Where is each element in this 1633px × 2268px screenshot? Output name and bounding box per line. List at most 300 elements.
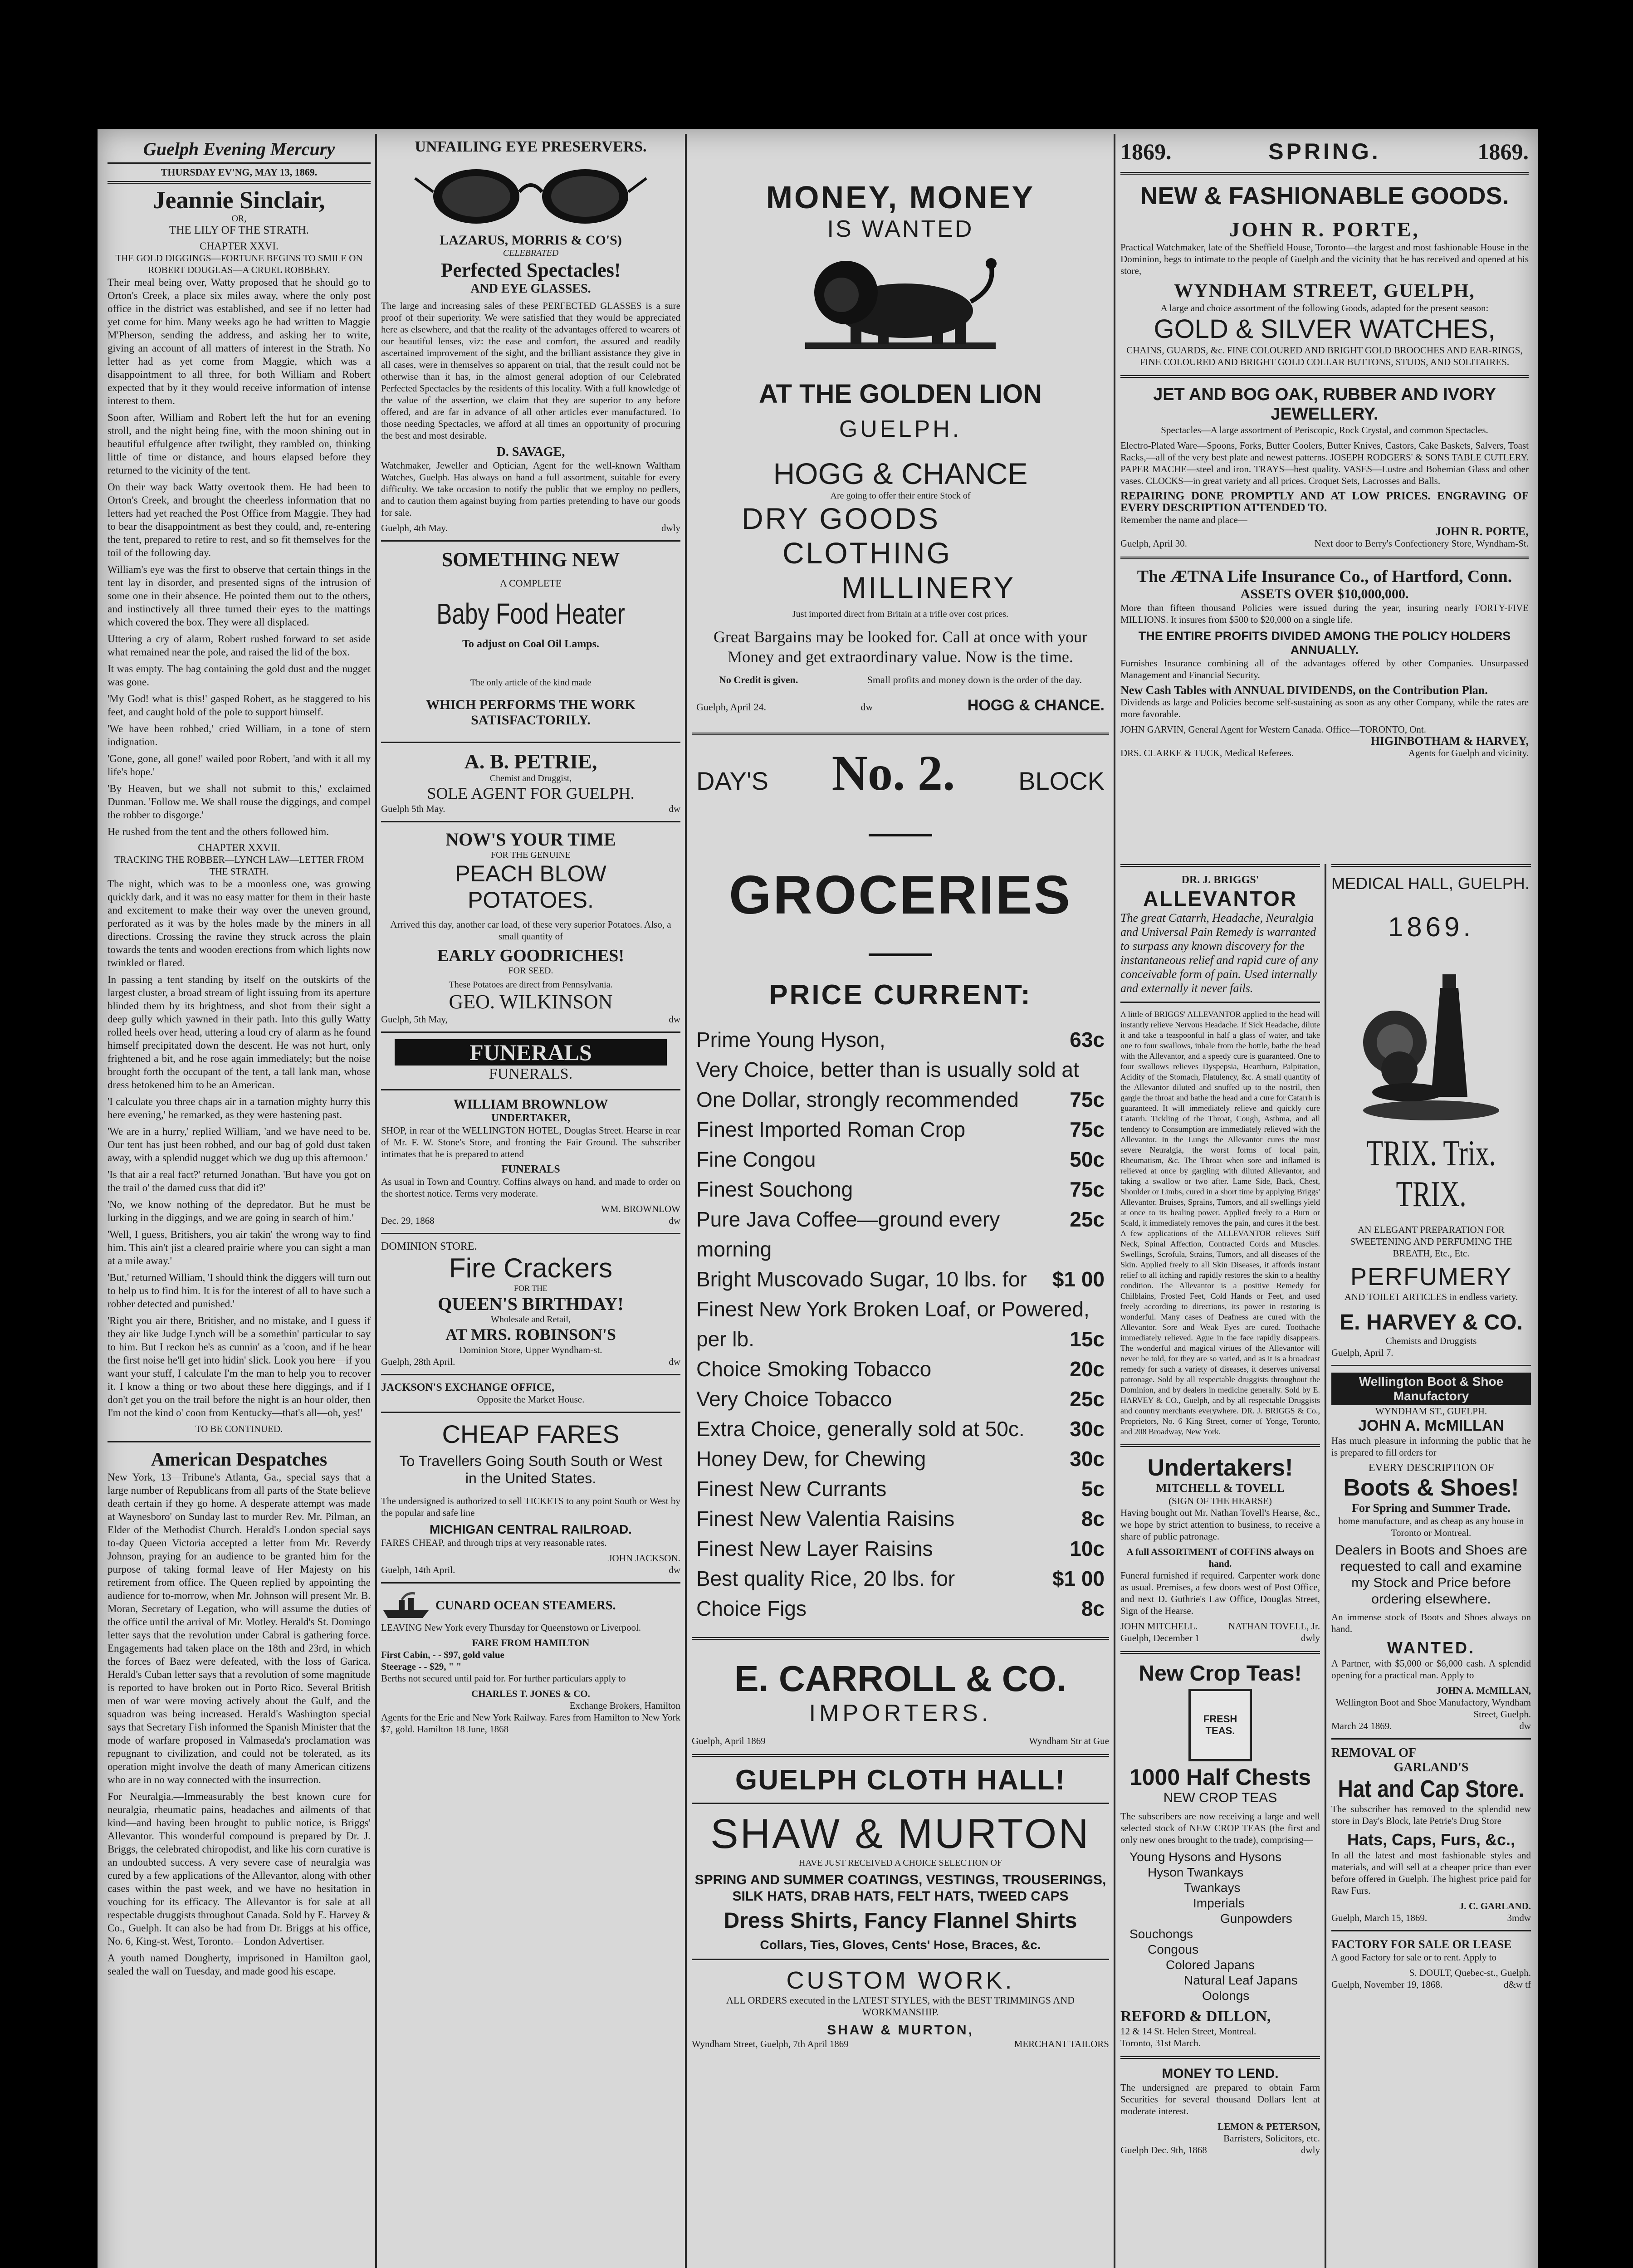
price-row: [696, 1474, 1105, 1504]
price-item: Best quality Rice, 20 lbs. for: [696, 1567, 955, 1590]
eye-ad-firm: LAZARUS, MORRIS & CO'S): [440, 233, 622, 248]
funeral-body: Funeral furnished if required. Carpenter work done as usual. Premises, a few doors west of Post Office, and next D. Guthrie's Law Office, Douglas Street, Sign of the Hearse.: [1120, 1570, 1320, 1616]
price-item: Finest New York Broken Loaf, or Powered,: [696, 1297, 1090, 1321]
ad-code: dw: [669, 1564, 680, 1575]
ad-code: dw: [669, 1215, 680, 1226]
price-item: per lb.: [696, 1327, 754, 1351]
nows-your-time: NOW'S YOUR TIME: [445, 829, 616, 850]
new-crop-teas-heading: New Crop Teas!: [1139, 1662, 1302, 1686]
hat-cap-store: Hat and Cap Store.: [1338, 1775, 1525, 1803]
story-paragraph: 'Well, I guess, Britishers, you air takin' the wrong way to find him. This ain't jist a cleared prairie where you can sight a man at a mile away.': [108, 1229, 371, 1266]
chapter-heading: CHAPTER XXVII.: [198, 842, 280, 853]
from-pennsylvania: These Potatoes are direct from Pennsylvania.: [449, 980, 613, 990]
price-row: [696, 1504, 1105, 1534]
days-label: DAY'S: [696, 767, 769, 795]
petrie-name: A. B. PETRIE,: [464, 750, 597, 773]
price-row: [696, 1564, 1105, 1593]
hats-caps-furs: Hats, Caps, Furs, &c.,: [1347, 1830, 1516, 1849]
funerals-sub: FUNERALS.: [489, 1066, 573, 1082]
price-item: Finest New Currants: [696, 1477, 887, 1501]
bargains-text: Great Bargains may be looked for. Call at once with your Money and get extraordinary value. Now is the time.: [713, 628, 1088, 666]
mitchell-tovell: MITCHELL & TOVELL: [1156, 1481, 1285, 1495]
allevantor-heading: ALLEVANTOR: [1143, 887, 1298, 910]
story-paragraph: Their meal being over, Watty proposed that he should go to Orton's Creek, a place six miles away, where the only post office in the district was established, and see if no letter had yet come for him. Many weeks ago he had written to Maggie M'Pherson, sending the address, and asking her to write, giving an account of all matters of interest in the Strath. No letter had as yet come from Maggie, which was a disappointment to all three, for both William and Robert expected that by it they would receive information of intense interest to them.: [108, 277, 371, 406]
trix-body: AN ELEGANT PREPARATION FOR SWEETENING AND PERFUMING THE BREATH, Etc., Etc.: [1350, 1224, 1512, 1259]
story-paragraph: 'We have been robbed,' cried William, in a tone of stern indignation.: [108, 723, 371, 748]
aetna-dividends: Dividends as large and Policies become self-sustaining as soon as any other Company, while the rates are more favorable.: [1120, 697, 1529, 719]
savage-name: D. SAVAGE,: [496, 445, 565, 459]
ad-date: Guelph, 14th April.: [381, 1564, 455, 1575]
at-robinson: AT MRS. ROBINSON'S: [445, 1325, 616, 1344]
jackson-opposite: Opposite the Market House.: [477, 1394, 585, 1405]
partner-text: A Partner, with $5,000 or $6,000 cash. A splendid opening for a practical man. Apply to: [1331, 1658, 1531, 1681]
early-goodriches: EARLY GOODRICHES!: [437, 946, 625, 965]
ad-code: dw: [861, 701, 873, 713]
column-ads-left: [381, 138, 680, 2268]
robinson-address: Dominion Store, Upper Wyndham-st.: [459, 1344, 602, 1355]
story-paragraph: 'Gone, gone, all gone!' wailed poor Robert, 'and with it all my life's hope.': [108, 753, 371, 777]
first-cabin: First Cabin, - - $97, gold value: [381, 1649, 504, 1660]
ad-code: dwly: [1301, 1633, 1320, 1643]
travellers: To Travellers Going South South or West in the United States.: [399, 1453, 662, 1486]
masthead-name: Guelph Evening Mercury: [143, 139, 335, 159]
cunard-body: Berths not secured until paid for. For further particulars apply to: [381, 1673, 626, 1684]
hogg-chance-sign: HOGG & CHANCE.: [967, 697, 1105, 714]
aetna-furnishes: Furnishes Insurance combining all of the advantages offered by other Companies. Unsurpassed Management and Financial Security.: [1120, 658, 1529, 680]
price-value: 75c: [1070, 1178, 1105, 1201]
price-item: Very Choice Tobacco: [696, 1387, 892, 1411]
ad-date: Guelph, November 19, 1868.: [1331, 1979, 1442, 1990]
year-right: 1869.: [1477, 139, 1529, 164]
price-row: [696, 1294, 1105, 1324]
removal-body: The subscriber has removed to the splendid new store in Day's Block, late Petrie's Drug Store: [1331, 1804, 1531, 1826]
doult-sign: S. DOULT, Quebec-st., Guelph.: [1409, 1967, 1531, 1978]
aetna-heading: The ÆTNA Life Insurance Co., of Hartford, Conn.: [1137, 567, 1512, 586]
large-assortment: A large and choice assortment of the following Goods, adapted for the present season:: [1160, 303, 1489, 313]
tea-chest-icon: [1188, 1689, 1252, 1761]
tea-item: Young Hysons and Hysons: [1129, 1850, 1282, 1864]
ad-date: Guelph Dec. 9th, 1868: [1120, 2145, 1207, 2156]
column-ads-far-right: [1331, 864, 1531, 2268]
ad-date: Guelph, March 15, 1869.: [1331, 1912, 1428, 1923]
tea-item: Imperials: [1193, 1896, 1245, 1910]
ad-code: dwly: [1301, 2145, 1320, 2156]
garland-name: GARLAND'S: [1393, 1760, 1469, 1774]
price-value: $1 00: [1052, 1567, 1105, 1590]
price-value: 8c: [1081, 1597, 1105, 1620]
story-paragraph: 'I calculate you three chaps air in a tarnation mighty hurry this here evening,' he remarked, as they were hastening past.: [108, 1096, 371, 1120]
price-row: [696, 1085, 1105, 1114]
savage-body: Watchmaker, Jeweller and Optician, Agent for the well-known Waltham Watches, Guelph. Has always on hand a full assortment, suitable for every difficulty. We take occasion to notify the public that we employ no pedlers, and to caution them against buying from parties pretending to have our goods for sale.: [381, 460, 680, 518]
price-current-heading: PRICE CURRENT:: [769, 979, 1032, 1011]
tea-item: Colored Japans: [1166, 1958, 1255, 1972]
allevantor-body: A little of BRIGGS' ALLEVANTOR applied to the head will instantly relieve Nervous Headache. If Sick Headache, dilute it and take a teaspoonful in half a glass of water, and take one to four swallows, inhale from the bottle, bathe the head with the Allevantor, and a speedy cure is guaranteed. One to four swallows relieves Dyspepsia, Heartburn, Palpitation, Acidity of the Stomach, Flatulency, &c. A small quantity of the Allevantor diluted and snuffed up to the nostril, then gargle the throat and bathe the head and a cure for Catarrh is guaranteed. It will immediately relieve and quickly cure Catarrh. Tickling of the Throat, Cough, Asthma, and all tendency to Consumption are immediately relieved with the Allevantor. In the Lungs the Allevantor cures the most severe Neuralgia, the worst forms of local pain, Rheumatism, &c. The Throat when sore and inflamed is relieved at once by gargling with diluted Allevantor, and taking a swallow or two after. Lame Side, Back, Chest, Shoulder or Limbs, cured in a short time by applying Briggs' Allevantor. Bruises, Sprains, Tumors, and all swellings yield at once to its healing power. Applied freely to a Burn or Scald, it immediately removes the pain, and cures it the best. A few applications of the ALLEVANTOR relieves Stiff Neck, Spinal Affection, Contracted Cords and Muscles. Swellings, Scrofula, Strains, Tumors, and all diseases of the Skin. Applied freely to all Skin Diseases, it affords instant relief to all itching and rapidly restores the skin to a healthy condition. The Allevantor is a positive Remedy for Chilblains, Frosted Feet, Cold Hands or Feet, and used freely according to directions, its power in restoring is wonderful. Many cases of Deafness are cured with the Allevantor. Sore and Weak Eyes are cured. Toothache immediately relieved. Ague in the face rapidly disappears. The wonderful and magical virtues of the Allevantor will never be told, for they are so varied, and as it is a broadcast remedy for such a variety of diseases, it deserves universal patronage. Sold by all respectable druggists throughout the Dominion, and by dealers in medicine generally. Sold by E. HARVEY & CO., Guelph, and by all respectable Druggists and country merchants everywhere. DR. J. BRIGGS & Co., Proprietors, No. 6 King Street, corner of Yonge, Toronto, and 208 Broadway, New York.: [1120, 1010, 1320, 1436]
aetna-body: More than fifteen thousand Policies were issued during the year, insuring nearly FORTY-FIVE MILLIONS. It insures from $500 to $20,000 on a single life.: [1120, 602, 1529, 625]
price-value: 30c: [1070, 1417, 1105, 1441]
price-value: 25c: [1070, 1207, 1105, 1231]
eye-ad-subheading: AND EYE GLASSES.: [470, 282, 591, 296]
spectacles-text: Spectacles—A large assortment of Periscopic, Rock Crystal, and common Spectacles.: [1161, 425, 1488, 435]
sign-hearse: (SIGN OF THE HEARSE): [1169, 1496, 1272, 1506]
toilet-articles: AND TOILET ARTICLES in endless variety.: [1344, 1291, 1518, 1302]
story-subtitle: THE LILY OF THE STRATH.: [169, 224, 309, 236]
lemon-body: The undersigned are prepared to obtain Farm Securities for several thousand Dollars lent at moderate interest.: [1120, 2082, 1320, 2116]
money-heading: MONEY, MONEY: [766, 180, 1035, 215]
price-list: [696, 1025, 1105, 1623]
news-item: A youth named Dougherty, imprisoned in Hamilton gaol, sealed the wall on Tuesday, and made good his escape.: [108, 1952, 371, 1977]
something-new-heading: SOMETHING NEW: [441, 548, 620, 571]
medical-hall: MEDICAL HALL, GUELPH.: [1331, 874, 1530, 893]
price-row: [696, 1025, 1105, 1055]
price-value: 50c: [1070, 1148, 1105, 1171]
neuralgia-notice: For Neuralgia.—Immeasurably the best known cure for neuralgia, rheumatic pains, headaches and ailments of that kind—and having been brought to public notice, is Briggs' Allevantor. This wonderful compound is prepared by Dr. J. Briggs, the celebrated chiropodist, and like his corn curative is an undoubted success. A very severe case of neuralgia was cured by a few applications of the Allevantor, along with other cases within the past week, and we have no hesitation in vouching for its efficacy. The Allevantor is for sale at all respectable druggists throughout Canada. Sold by E. Harvey & Co., Guelph. It can also be had from Dr. Briggs at his office, No. 6, King-st. West, Toronto.—London Advertiser.: [108, 1791, 371, 1947]
ad-code: dw: [669, 1356, 680, 1367]
price-value: 15c: [1070, 1327, 1105, 1351]
price-item: One Dollar, strongly recommended: [696, 1088, 1019, 1111]
wanted-heading: WANTED.: [1387, 1638, 1475, 1657]
story-paragraph: Soon after, William and Robert left the hut for an evening stroll, and the night being fine, with the moon shining out in beautiful effulgence after twilight, they rambled on, thinking little of time or distance, and hours elapsed before they returned to the vicinity of the tent.: [108, 412, 371, 476]
factory-body: A good Factory for sale or to rent. Apply to: [1331, 1952, 1496, 1963]
price-value: 25c: [1070, 1387, 1105, 1411]
mcmillan-sign: JOHN A. McMILLAN,: [1436, 1685, 1531, 1696]
price-row: [696, 1444, 1105, 1474]
golden-lion-icon: [796, 247, 1005, 365]
clothing: CLOTHING: [782, 536, 952, 570]
lemon-peterson: LEMON & PETERSON,: [1217, 2121, 1320, 2132]
immense-stock: An immense stock of Boots and Shoes always on hand.: [1331, 1612, 1531, 1634]
story-paragraph: He rushed from the tent and the others followed him.: [108, 826, 329, 837]
price-row: [696, 1324, 1105, 1354]
porte-address: Next door to Berry's Confectionery Store, Wyndham-St.: [1314, 538, 1529, 549]
adjust-text: To adjust on Coal Oil Lamps.: [462, 638, 599, 650]
reford-address: 12 & 14 St. Helen Street, Montreal.: [1120, 2026, 1257, 2037]
eye-ad-body: The large and increasing sales of these PERFECTED GLASSES is a sure proof of their superiority. We were satisfied that they would be appreciated here as elsewhere, and that the reality of the advantages offered to wearers of our beautiful lenses, viz: the ease and comfort, the assured and readily ascertained improvement of the sight, and the brilliant assistance they give in all cases, were in themselves so apparent on trial, that the result could not be otherwise than it has, in the almost general adoption of our Celebrated Perfected Spectacles by the residents of this locality. With a full knowledge of the value of the assertion, we claim that they are superior to any before offered, and are far in advance of all other articles ever manufactured. To those needing Spectacles, we afford at all times an opportunity of procuring the best and most desirable.: [381, 300, 680, 441]
price-item: Finest Imported Roman Crop: [696, 1118, 966, 1141]
story-paragraph: 'Right you air there, Britisher, and no mistake, and I guess if they air like Judge Lynch will be a somethin' particular to say to him. But I reckon he's as cunnin' as a 'coon, and if he hear the first noise he'll get into hidin' slick. Look you here—if you want your stuff, I calculate I'm the man to help you to recover it. I know a thing or two about these here diggings, and if I don't get you on the trail before the night is an hour older, then I'm not the kind o' coon from Kentucky—that's all—oh, yes!': [108, 1315, 371, 1418]
garland-body: In all the latest and most fashionable styles and materials, and will sell at a cheaper price than ever before offered in Guelph. The highest price paid for Raw Furs.: [1331, 1850, 1531, 1896]
just-received: HAVE JUST RECEIVED A CHOICE SELECTION OF: [798, 1858, 1002, 1868]
price-value: $1 00: [1052, 1267, 1105, 1291]
tea-item: Hyson Twankays: [1148, 1865, 1244, 1879]
aetna-agents-guelph: Agents for Guelph and vicinity.: [1408, 748, 1529, 758]
sole-agent: SOLE AGENT FOR GUELPH.: [427, 784, 635, 802]
only-article: The only article of the kind made: [470, 678, 592, 688]
spring-label: SPRING.: [1268, 139, 1381, 164]
aetna-garvin: JOHN GARVIN, General Agent for Western Canada. Office—TORONTO, Ont.: [1120, 724, 1426, 735]
price-value: 20c: [1070, 1357, 1105, 1381]
column-briggs-teas: [1120, 864, 1320, 2268]
ad-date: Guelph, April 30.: [1120, 538, 1187, 549]
electro-plated: Electro-Plated Ware—Spoons, Forks, Butter Coolers, Butter Knives, Castors, Cake Baskets, Salvers, Toast Racks,—all of the very best plate and newest patterns. JOSEPH RODGERS' & SONS TABLE CUTLERY. PAPER MACHE—steel and iron. TRAYS—best quality. VASES—Lustre and Bohemian Glass and other vases. CLOCKS—in great variety and all prices. Croquet Sets, Lacrosses and Balls.: [1120, 440, 1529, 486]
medical-hall-year: 1869.: [1388, 912, 1475, 942]
peach-blow: PEACH BLOW: [455, 861, 606, 886]
story-paragraph: 'My God! what is this!' gasped Robert, as he staggered to his feet, and caught hold of the pole to support himself.: [108, 693, 371, 718]
mcmillan-body: Has much pleasure in informing the public that he is prepared to fill orders for: [1331, 1435, 1531, 1458]
mitchell-sign: JOHN MITCHELL.: [1120, 1621, 1198, 1632]
funerals-small: FUNERALS: [501, 1163, 560, 1175]
block-label: BLOCK: [1018, 767, 1105, 795]
column-rule: [1325, 864, 1326, 2268]
fare-hamilton: FARE FROM HAMILTON: [472, 1637, 590, 1648]
story-title: Jeannie Sinclair,: [153, 186, 325, 214]
price-row: [696, 1534, 1105, 1564]
price-value: 10c: [1070, 1537, 1105, 1560]
potatoes-body: Arrived this day, another car load, of these very superior Potatoes. Also, a small quantity of: [390, 919, 671, 942]
remember-text: Remember the name and place—: [1120, 514, 1247, 525]
masthead-date: THURSDAY EV'NG, MAY 13, 1869.: [161, 166, 318, 178]
groceries-heading: GROCERIES: [728, 865, 1072, 925]
price-row: [696, 1204, 1105, 1264]
michigan-central: MICHIGAN CENTRAL RAILROAD.: [430, 1522, 632, 1536]
shaw-murton-heading: SHAW & MURTON: [710, 1811, 1090, 1857]
column-rule: [1114, 134, 1115, 2268]
is-wanted: IS WANTED: [827, 216, 974, 242]
golden-lion-heading: AT THE GOLDEN LION: [758, 379, 1042, 409]
factory-heading: FACTORY FOR SALE OR LEASE: [1331, 1938, 1512, 1951]
price-value: 8c: [1081, 1507, 1105, 1530]
spring-summer-trade: For Spring and Summer Trade.: [1352, 1501, 1511, 1515]
undertakers-heading: Undertakers!: [1147, 1455, 1293, 1481]
chains-text: CHAINS, GUARDS, &c. FINE COLOURED AND BRIGHT GOLD BROOCHES AND EAR-RINGS, FINE COLOURED AND BRIGHT GOLD COLLAR BUTTONS, STUDS, AND SOLITAIRES.: [1126, 345, 1523, 367]
price-item: Fine Congou: [696, 1148, 816, 1171]
brownlow-sign: WM. BROWNLOW: [601, 1203, 680, 1214]
undertaker-title: UNDERTAKER,: [491, 1112, 571, 1124]
dress-shirts: Dress Shirts, Fancy Flannel Shirts: [724, 1909, 1077, 1933]
no2-label: No. 2.: [831, 745, 955, 801]
story-paragraph: In passing a tent standing by itself on the outskirts of the largest cluster, a broad stream of light issuing from its aperture blinded them by its brightness, and shot from their sight a deep gully which yawned in their path. Into this gully Watty rolled heels over head, uttering a loud cry of alarm as he found himself precipitated down the descent. He was not hurt, only frightened a bit, and he rose again immediately; but the noise brought forth the occupant of the tent, a tall lank man, whose dress betokened him to be an American.: [108, 974, 371, 1090]
chapter-subheading: THE GOLD DIGGINGS—FORTUNE BEGINS TO SMILE ON ROBERT DOUGLAS—A CRUEL ROBBERY.: [115, 253, 363, 275]
perfume-bottle-icon: [1354, 961, 1508, 1124]
aetna-referees: DRS. CLARKE & TUCK, Medical Referees.: [1120, 748, 1294, 758]
newspaper-page: [98, 129, 1538, 2268]
cheap-fares: CHEAP FARES: [442, 1420, 620, 1448]
small-profits: Small profits and money down is the order of the day.: [867, 674, 1082, 685]
aetna-profits: THE ENTIRE PROFITS DIVIDED AMONG THE POLICY HOLDERS ANNUALLY.: [1138, 629, 1511, 657]
price-item: Honey Dew, for Chewing: [696, 1447, 926, 1471]
mcmillan-address: Wellington Boot and Shoe Manufactory, Wyndham Street, Guelph.: [1335, 1697, 1531, 1720]
ad-code: dw: [669, 1014, 680, 1025]
price-row: [696, 1174, 1105, 1204]
tea-item: Twankays: [1184, 1881, 1241, 1895]
tea-item: Souchongs: [1129, 1927, 1193, 1941]
spring-coatings: SPRING AND SUMMER COATINGS, VESTINGS, TROUSERINGS, SILK HATS, DRAB HATS, FELT HATS, TWEED CAPS: [694, 1872, 1106, 1904]
price-item: Choice Smoking Tobacco: [696, 1357, 932, 1381]
ad-date: Guelph, April 7.: [1331, 1347, 1393, 1358]
dealers-text: Dealers in Boots and Shoes are requested to call and examine my Stock and Price before ordering elsewhere.: [1335, 1543, 1527, 1607]
baby-food-heater: Baby Food Heater: [436, 597, 625, 630]
porte-body: Practical Watchmaker, late of the Sheffield House, Toronto—the largest and most fashionable House in the Dominion, begs to intimate to the people of Guelph and the vicinity that he has received and opened at his store,: [1120, 242, 1529, 276]
porte-name: JOHN R. PORTE,: [1229, 218, 1420, 241]
ad-code: d&w tf: [1503, 1979, 1531, 1990]
price-value: 5c: [1081, 1477, 1105, 1501]
column-rule: [685, 134, 687, 2268]
despatch-heading: American Despatches: [151, 1449, 328, 1470]
a-complete: A COMPLETE: [499, 577, 562, 589]
story-or: OR,: [231, 214, 247, 224]
queens-birthday: QUEEN'S BIRTHDAY!: [438, 1294, 624, 1314]
price-value: 75c: [1070, 1118, 1105, 1141]
steerage: Steerage - - $29, " ": [381, 1661, 462, 1672]
reford-dillon: REFORD & DILLON,: [1120, 2008, 1271, 2025]
price-item: Prime Young Hyson,: [696, 1028, 885, 1051]
price-row: [696, 1144, 1105, 1174]
story-paragraph: 'Is that air a real fact?' returned Jonathan. 'But have you got on the trail o' the darned cuss that did it?': [108, 1169, 371, 1193]
price-row: [696, 1384, 1105, 1414]
carroll-address: Wyndham Str at Gue: [1029, 1735, 1109, 1746]
price-item: Finest New Valentia Raisins: [696, 1507, 955, 1530]
every-description: EVERY DESCRIPTION OF: [1368, 1462, 1494, 1474]
price-row: [696, 1055, 1105, 1085]
price-item: Finest New Layer Raisins: [696, 1537, 933, 1560]
story-paragraph: 'No, we know nothing of the depredator. But he must be lurking in the diggings, and we are going in search of him.': [108, 1199, 371, 1223]
for-seed: FOR SEED.: [508, 966, 553, 976]
price-item: Choice Figs: [696, 1597, 807, 1620]
to-be-continued: TO BE CONTINUED.: [195, 1423, 283, 1434]
cunard-body: LEAVING New York every Thursday for Queenstown or Liverpool.: [381, 1622, 641, 1633]
lemon-title: Barristers, Solicitors, etc.: [1223, 2133, 1320, 2144]
chapter-heading: CHAPTER XXVI.: [200, 240, 279, 252]
new-crop-teas-label: NEW CROP TEAS: [1163, 1790, 1277, 1805]
ad-date: Guelph, 4th May.: [381, 523, 448, 533]
ad-code: dwly: [661, 523, 680, 533]
story-paragraph: 'We are in a hurry,' replied William, 'and we have need to be. Our tent has just been robbed, and our bag of gold dust taken away, with a splendid nugget which we dug up this afternoon.': [108, 1126, 371, 1163]
cunard-body: Agents for the Erie and New York Railway. Fares from Hamilton to New York $7, gold. Hamilton 18 June, 1868: [381, 1712, 680, 1735]
story-paragraph: 'By Heaven, but we shall not submit to this,' exclaimed Dunman. 'Follow me. We shall rouse the diggings, and compel the robber to disgorge.': [108, 783, 371, 821]
column-rule: [375, 134, 377, 2268]
aetna-agents: HIGINBOTHAM & HARVEY,: [1370, 734, 1529, 748]
price-item: Bright Muscovado Sugar, 10 lbs. for: [696, 1267, 1027, 1291]
dry-goods: DRY GOODS: [742, 502, 940, 535]
tea-list: [1120, 1849, 1320, 2004]
column-news: [108, 138, 371, 2268]
tea-item: Gunpowders: [1220, 1911, 1292, 1926]
custom-work: CUSTOM WORK.: [786, 1967, 1015, 1994]
imported-text: Just imported direct from Britain at a trifle over cost prices.: [792, 609, 1008, 619]
wyndham-street: WYNDHAM STREET, GUELPH,: [1174, 281, 1475, 302]
story-paragraph: Uttering a cry of alarm, Robert rushed forward to set aside what remained near the pole, and raised the lid of the box.: [108, 633, 371, 658]
funerals-banner: FUNERALS: [395, 1039, 667, 1066]
going-offer: Are going to offer their entire Stock of: [830, 491, 971, 501]
fresh-teas-label: FRESH TEAS.: [1203, 1713, 1237, 1736]
petrie-title: Chemist and Druggist,: [489, 773, 572, 783]
price-item: Extra Choice, generally sold at 50c.: [696, 1417, 1025, 1441]
shaw-title: MERCHANT TAILORS: [1014, 2038, 1109, 2049]
fares-cheap: FARES CHEAP, and through trips at very reasonable rates.: [381, 1537, 607, 1548]
eye-ad-celebrated: CELEBRATED: [503, 248, 559, 258]
eye-ad-title: UNFAILING EYE PRESERVERS.: [415, 138, 647, 155]
price-row: [696, 1264, 1105, 1294]
aetna-assets: ASSETS OVER $10,000,000.: [1240, 587, 1409, 601]
brownlow-name: WILLIAM BROWNLOW: [453, 1097, 608, 1112]
cunard-heading: CUNARD OCEAN STEAMERS.: [435, 1598, 616, 1613]
jet-bog-oak: JET AND BOG OAK, RUBBER AND IVORY JEWELLERY.: [1153, 385, 1496, 424]
ad-code: dw: [669, 803, 680, 814]
coffins-text: A full ASSORTMENT of COFFINS always on hand.: [1126, 1546, 1314, 1569]
cunard-agent: CHARLES T. JONES & CO.: [471, 1688, 590, 1699]
ad-date: March 24 1869.: [1331, 1721, 1392, 1731]
story-paragraph: 'But,' returned William, 'I should think the diggers will turn out to help us to find him. It is for the interest of all to have such a robber detected and punished.': [108, 1272, 371, 1310]
carroll-heading: E. CARROLL & CO.: [734, 1658, 1066, 1699]
allevantor-tagline: The great Catarrh, Headache, Neuralgia and Universal Pain Remedy is warranted to surpass any known discovery for the instantaneous relief and rapid cure of any conceivable form of pain. Used internally and externally it never fails.: [1120, 911, 1318, 995]
cloth-hall-heading: GUELPH CLOTH HALL!: [735, 1765, 1066, 1796]
tea-item: Congous: [1148, 1942, 1199, 1956]
story-paragraph: William's eye was the first to observe that certain things in the tent lay in disorder, and presented signs of the intrusion of some one in their absence. He pointed them out to the others, and instinctively all three turned their eyes to the mattings which covered the box. They were all displaced.: [108, 564, 371, 628]
dominion-store: DOMINION STORE.: [381, 1241, 477, 1252]
importers-label: IMPORTERS.: [809, 1700, 992, 1726]
ad-code: dw: [1519, 1721, 1531, 1731]
for-the: FOR THE: [513, 1284, 548, 1293]
ad-date: Toronto, 31st March.: [1120, 2038, 1201, 2048]
half-chests: 1000 Half Chests: [1129, 1765, 1311, 1790]
tovell-sign: NATHAN TOVELL, Jr.: [1228, 1621, 1320, 1632]
gold-silver-watches: GOLD & SILVER WATCHES,: [1154, 314, 1496, 344]
price-row: [696, 1114, 1105, 1144]
perfumery: PERFUMERY: [1350, 1263, 1512, 1290]
harvey-title: Chemists and Druggists: [1385, 1335, 1477, 1346]
chapter-subheading: TRACKING THE ROBBER—LYNCH LAW—LETTER FROM THE STRATH.: [114, 854, 364, 877]
spectacles-icon: [413, 160, 649, 228]
jackson-body: The undersigned is authorized to sell TICKETS to any point South or West by the popular and safe line: [381, 1496, 680, 1518]
removal-heading: REMOVAL OF: [1331, 1746, 1416, 1760]
column-porte-aetna: [1120, 138, 1529, 810]
ad-date: Guelph 5th May.: [381, 803, 445, 814]
shaw-murton-sign: SHAW & MURTON,: [827, 2023, 974, 2038]
price-item: Finest Souchong: [696, 1178, 853, 1201]
all-orders: ALL ORDERS executed in the LATEST STYLES, with the BEST TRIMMINGS AND WORKMANSHIP.: [726, 1994, 1075, 2018]
hogg-chance-heading: HOGG & CHANCE: [773, 457, 1028, 490]
jackson-sign: JOHN JACKSON.: [608, 1553, 680, 1564]
trix-heading: TRIX. Trix. TRIX.: [1366, 1134, 1496, 1214]
cunard-agent-title: Exchange Brokers, Hamilton: [569, 1700, 680, 1711]
price-item: Pure Java Coffee—ground every morning: [696, 1207, 1000, 1261]
money-to-lend: MONEY TO LEND.: [1162, 2066, 1279, 2081]
ad-date: Dec. 29, 1868: [381, 1215, 435, 1226]
story-paragraph: It was empty. The bag containing the gold dust and the nugget was gone.: [108, 663, 371, 688]
despatch-body: New York, 13—Tribune's Atlanta, Ga., special says that a large number of Republicans from all parts of the State believe death certain if they go home. A desperate attempt was made at Waynesboro' on Sunday last to murder Rev. Mr. Pilman, an Elder of the Methodist Church. Herald's London special says to-day Queen Victoria accepted a letter from Mr. Reverdy Johnson, praying for an audience to be granted him for the purpose of taking formal leave of Her Majesty on his retirement from office. The Queen replied by appointing the audience for to-morrow, when Mr. Johnson will present Mr. B. Moran, Secretary of Legation, who will assume the duties of the office until the arrival of Mr. Motley. Herald's St. Domingo letter says that the revolution under Cabral is gathering force. Engagements had taken place on the 18th and 23rd, in which the forces of Baez were defeated, with the loss of Garica. Herald's Cuban letter says that a revolution of some magnitude is reported to have broken out in Porto Rico. Several British men of war were moving actively about the Gulf, and the squadron was being increased. Herald's Washington special says that Secretary Fish informed the Spanish Minister that the mode of warfare proposed in Valmaseda's proclamation was repugnant to civilization, and could not be tolerated, as its operation might involve the death of many American citizens who are in no way connected with the insurrection.: [108, 1471, 371, 1785]
briggs-name: DR. J. BRIGGS': [1181, 874, 1259, 886]
porte-sign: JOHN R. PORTE,: [1435, 525, 1529, 538]
tea-item: Oolongs: [1202, 1989, 1250, 2003]
price-row: [696, 1414, 1105, 1444]
tea-item: Natural Leaf Japans: [1184, 1973, 1298, 1987]
price-item: Very Choice, better than is usually sold at: [696, 1058, 1079, 1081]
brownlow-body: SHOP, in rear of the WELLINGTON HOTEL, Douglas Street. Hearse in rear of Mr. F. W. Stone's Store, and fronting the Fair Ground. The subscriber intimates that he is prepared to attend: [381, 1125, 680, 1159]
price-value: 75c: [1070, 1088, 1105, 1111]
story-paragraph: The night, which was to be a moonless one, was growing quickly dark, and it was no easy matter for them in their haste and excitement to make their way over the uneven ground, perforated as it was by the holes made by the miners in all directions. Crossing the ravine they struck across the plain towards the tents and wooden erections from which lights now twinkled or flared.: [108, 878, 371, 968]
wholesale: Wholesale and Retail,: [490, 1315, 571, 1325]
price-row: [696, 1354, 1105, 1384]
aetna-cash-tables: New Cash Tables with ANNUAL DIVIDENDS, on the Contribution Plan.: [1120, 684, 1488, 697]
fashionable-goods: NEW & FASHIONABLE GOODS.: [1140, 182, 1509, 210]
no-credit: No Credit is given.: [719, 674, 798, 685]
wilkinson-name: GEO. WILKINSON: [449, 991, 613, 1013]
mitchell-body: Having bought out Mr. Nathan Tovell's Hearse, &c., we hope by strict attention to business, to receive a share of public patronage.: [1120, 1507, 1320, 1542]
performs-text: WHICH PERFORMS THE WORK SATISFACTORILY.: [426, 697, 636, 728]
ad-date: Guelph, 28th April.: [381, 1356, 455, 1367]
boots-shoes: Boots & Shoes!: [1343, 1475, 1519, 1501]
mcmillan-name: JOHN A. McMILLAN: [1358, 1417, 1504, 1434]
teas-body: The subscribers are now receiving a large and well selected stock of NEW CROP TEAS (the first and only new ones brought to the trade), comprising—: [1120, 1811, 1320, 1845]
guelph-heading: GUELPH.: [839, 416, 962, 442]
ad-date: Guelph, April 24.: [696, 701, 766, 713]
ad-code: 3mdw: [1507, 1912, 1531, 1923]
jackson-office: JACKSON'S EXCHANGE OFFICE,: [381, 1382, 555, 1393]
year-left: 1869.: [1120, 139, 1172, 164]
fire-crackers: Fire Crackers: [449, 1253, 613, 1283]
column-ads-center: [692, 138, 1109, 2268]
price-row: [696, 1593, 1105, 1623]
home-manufacture: home manufacture, and as cheap as any house in Toronto or Montreal.: [1338, 1515, 1524, 1538]
